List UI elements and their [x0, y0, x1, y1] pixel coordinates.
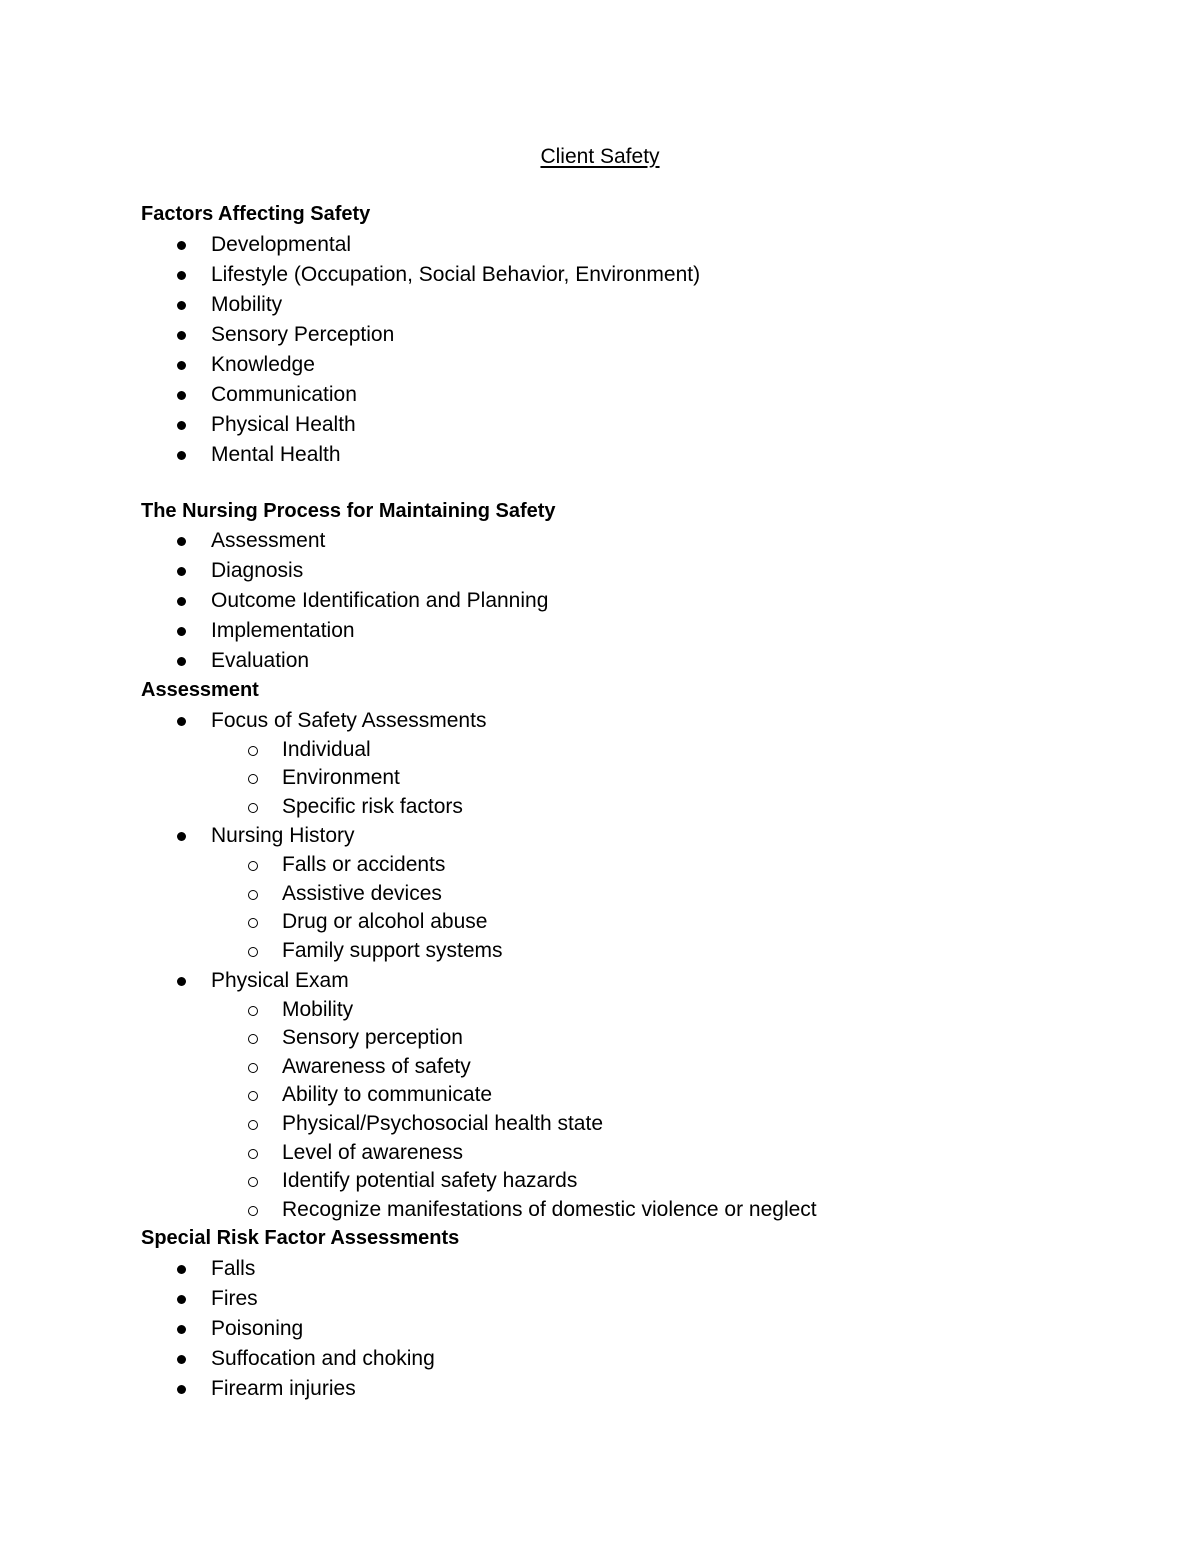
list-item-label: Communication — [211, 382, 357, 406]
factors-list — [141, 230, 1101, 470]
sub-list-item-label: Recognize manifestations of domestic violence or neglect — [282, 1197, 817, 1221]
bullet-icon — [177, 717, 186, 726]
bullet-icon — [177, 301, 186, 310]
hollow-bullet-icon — [248, 1006, 258, 1016]
sub-list — [211, 996, 1101, 1225]
section-heading-special-risk: Special Risk Factor Assessments — [141, 1227, 460, 1250]
list-item — [141, 526, 1101, 556]
document-body — [141, 200, 1101, 1404]
bullet-icon — [177, 1325, 186, 1334]
hollow-bullet-icon — [248, 890, 258, 900]
sub-list-item-label: Falls or accidents — [282, 853, 446, 877]
section-heading-factors: Factors Affecting Safety — [141, 203, 371, 225]
page-title: Client Safety — [540, 145, 660, 168]
sub-list-item — [141, 1167, 1101, 1196]
list-item-label: Assessment — [211, 529, 326, 552]
list-item-label: Physical Health — [211, 412, 356, 436]
list-item — [141, 556, 1101, 586]
list-item-label: Implementation — [211, 619, 355, 642]
bullet-icon — [177, 1385, 186, 1394]
sub-list-container — [141, 851, 1101, 965]
list-item — [141, 586, 1101, 616]
list-item — [141, 966, 1101, 996]
sub-list-item — [141, 880, 1101, 909]
sub-list-item — [141, 793, 1101, 822]
list-item-label: Suffocation and choking — [211, 1346, 435, 1370]
bullet-icon — [177, 567, 186, 576]
list-item-label: Sensory Perception — [211, 322, 395, 346]
section-heading-nursing-process: The Nursing Process for Maintaining Safety — [141, 499, 556, 522]
list-item-label: Physical Exam — [211, 968, 349, 992]
sub-list-item-label: Environment — [282, 766, 400, 790]
special-risk-list — [141, 1254, 1101, 1404]
list-item — [141, 1254, 1101, 1284]
sub-list-item — [141, 1081, 1101, 1110]
paragraph-gap — [141, 470, 1101, 497]
list-item — [141, 440, 1101, 470]
hollow-bullet-icon — [248, 1063, 258, 1073]
bullet-icon — [177, 331, 186, 340]
list-item — [141, 1374, 1101, 1404]
list-item — [141, 1284, 1101, 1314]
sub-list-item — [141, 736, 1101, 765]
sub-list-item-label: Identify potential safety hazards — [282, 1169, 578, 1193]
list-item — [141, 821, 1101, 851]
list-item-label: Fires — [211, 1286, 258, 1310]
bullet-icon — [177, 832, 186, 841]
sub-list-item-label: Drug or alcohol abuse — [282, 910, 488, 934]
bullet-icon — [177, 627, 186, 636]
bullet-icon — [177, 537, 186, 546]
sub-list-item — [141, 1053, 1101, 1082]
sub-list-item — [141, 1024, 1101, 1053]
list-item — [141, 230, 1101, 260]
sub-list-item-label: Specific risk factors — [282, 794, 463, 818]
hollow-bullet-icon — [248, 947, 258, 957]
nursing-process-list — [141, 526, 1101, 676]
list-item-label: Evaluation — [211, 649, 310, 672]
sub-list — [211, 736, 1101, 822]
list-item-label: Outcome Identification and Planning — [211, 589, 549, 612]
list-item-label: Firearm injuries — [211, 1376, 356, 1400]
list-item-label: Developmental — [211, 232, 352, 256]
hollow-bullet-icon — [248, 774, 258, 784]
bullet-icon — [177, 1265, 186, 1274]
list-item — [141, 290, 1101, 320]
list-item-label: Nursing History — [211, 824, 355, 848]
list-item — [141, 260, 1101, 290]
sub-list-item-label: Sensory perception — [282, 1026, 463, 1050]
bullet-icon — [177, 657, 186, 666]
sub-list-item — [141, 908, 1101, 937]
bullet-icon — [177, 977, 186, 986]
sub-list-item-label: Assistive devices — [282, 881, 442, 905]
bullet-icon — [177, 451, 186, 460]
list-item — [141, 410, 1101, 440]
list-item-label: Knowledge — [211, 352, 315, 376]
hollow-bullet-icon — [248, 1091, 258, 1101]
hollow-bullet-icon — [248, 746, 258, 756]
hollow-bullet-icon — [248, 803, 258, 813]
hollow-bullet-icon — [248, 1149, 258, 1159]
hollow-bullet-icon — [248, 1177, 258, 1187]
bullet-icon — [177, 597, 186, 606]
list-item — [141, 646, 1101, 676]
bullet-icon — [177, 241, 186, 250]
sub-list-item-label: Awareness of safety — [282, 1054, 471, 1078]
list-item-label: Mobility — [211, 292, 283, 316]
hollow-bullet-icon — [248, 1206, 258, 1216]
sub-list-container — [141, 736, 1101, 822]
sub-list-item-label: Level of awareness — [282, 1140, 463, 1164]
sub-list-item — [141, 1110, 1101, 1139]
sub-list-item — [141, 764, 1101, 793]
sub-list-item-label: Individual — [282, 737, 371, 761]
list-item — [141, 380, 1101, 410]
list-item — [141, 1344, 1101, 1374]
sub-list-item-label: Family support systems — [282, 939, 503, 963]
list-item — [141, 350, 1101, 380]
bullet-icon — [177, 271, 186, 280]
list-item — [141, 1314, 1101, 1344]
list-item — [141, 616, 1101, 646]
bullet-icon — [177, 391, 186, 400]
sub-list-item-label: Ability to communicate — [282, 1083, 493, 1107]
list-item-label: Focus of Safety Assessments — [211, 708, 487, 732]
list-item-label: Poisoning — [211, 1316, 304, 1340]
sub-list-item-label: Mobility — [282, 997, 354, 1021]
bullet-icon — [177, 1355, 186, 1364]
section-heading-assessment: Assessment — [141, 679, 259, 701]
hollow-bullet-icon — [248, 1034, 258, 1044]
hollow-bullet-icon — [248, 1120, 258, 1130]
hollow-bullet-icon — [248, 861, 258, 871]
list-item-label: Falls — [211, 1256, 256, 1280]
sub-list-item — [141, 996, 1101, 1025]
sub-list — [211, 851, 1101, 965]
assessment-list — [141, 706, 1101, 1225]
list-item — [141, 706, 1101, 736]
list-item — [141, 320, 1101, 350]
sub-list-item — [141, 937, 1101, 966]
sub-list-item — [141, 1196, 1101, 1225]
sub-list-container — [141, 996, 1101, 1225]
list-item-label: Lifestyle (Occupation, Social Behavior, Environment) — [211, 262, 701, 286]
bullet-icon — [177, 1295, 186, 1304]
sub-list-item-label: Physical/Psychosocial health state — [282, 1112, 603, 1136]
sub-list-item — [141, 1139, 1101, 1168]
bullet-icon — [177, 421, 186, 430]
list-item-label: Diagnosis — [211, 559, 304, 582]
list-item-label: Mental Health — [211, 442, 341, 466]
bullet-icon — [177, 361, 186, 370]
sub-list-item — [141, 851, 1101, 880]
hollow-bullet-icon — [248, 918, 258, 928]
